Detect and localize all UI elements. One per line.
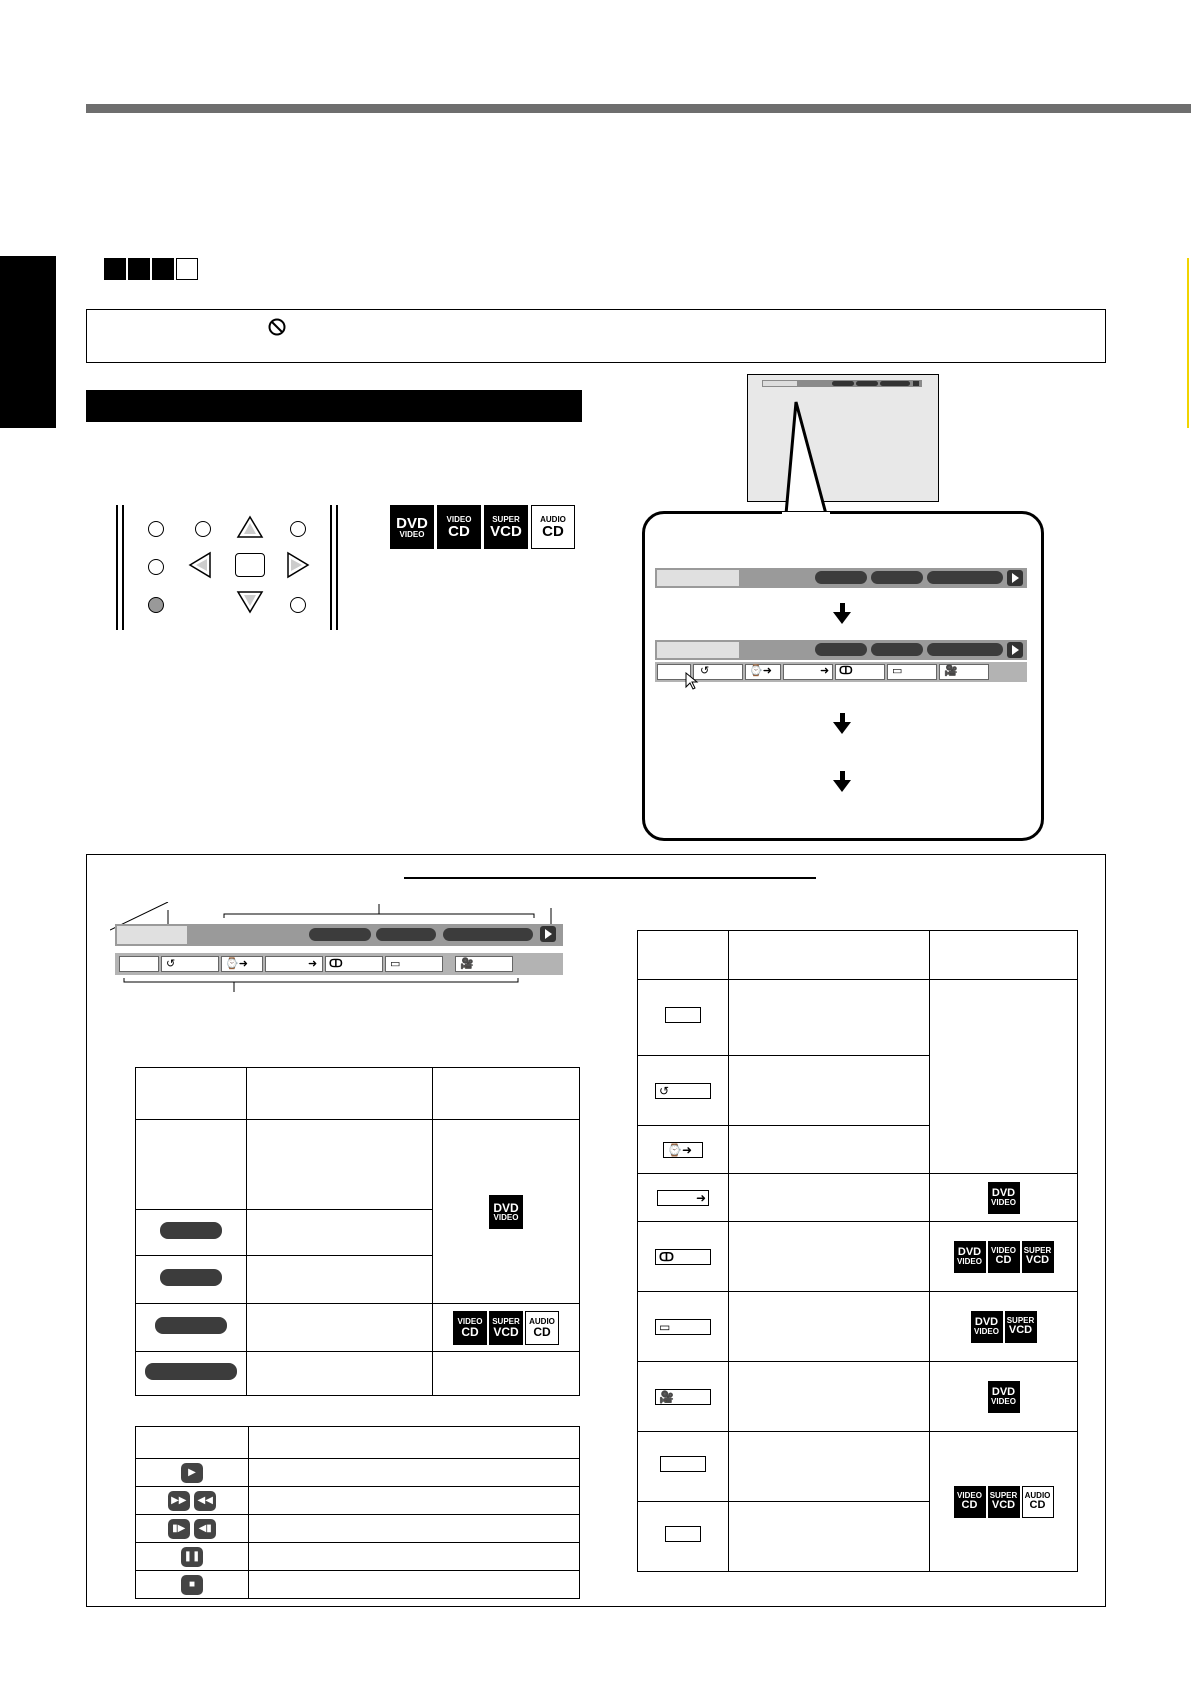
down-arrow [833, 771, 851, 792]
remote-button [148, 559, 164, 575]
audio-cd-logo: AUDIO CD [1022, 1486, 1054, 1518]
video-cd-logo: VIDEO CD [437, 505, 481, 549]
angle-icon: 🎥 [655, 1389, 711, 1405]
dvd-video-logo: DVD VIDEO [489, 1195, 523, 1229]
function-bar-table [637, 930, 1078, 1572]
play-icon [1007, 570, 1023, 586]
dvd-video-logo: DVD VIDEO [988, 1182, 1020, 1214]
super-vcd-logo: SUPER VCD [988, 1486, 1020, 1518]
super-vcd-logo: SUPER VCD [1005, 1311, 1037, 1343]
down-arrow [833, 713, 851, 734]
audio-icon: ↀ [835, 664, 885, 680]
cursor-right-icon [286, 551, 310, 579]
track-field-pill [155, 1317, 227, 1334]
audio-cd-logo: AUDIO CD [525, 1311, 559, 1345]
dvd-video-logo: DVD VIDEO [390, 505, 434, 549]
blank-field-icon [665, 1007, 701, 1023]
stop-icon: ■ [181, 1575, 203, 1595]
chapter-field-pill [160, 1269, 222, 1286]
onscreen-button [148, 597, 164, 613]
remote-button [290, 597, 306, 613]
chapter-search-icon: ➜ [657, 1190, 709, 1206]
remote-button [148, 521, 164, 537]
dvd-video-logo: DVD VIDEO [988, 1381, 1020, 1413]
progress-square [104, 258, 126, 280]
cursor-pointer-icon [684, 672, 700, 690]
notice-box [86, 309, 1106, 363]
repeat-icon: ↺ [655, 1083, 711, 1099]
function-bar-diagram: ↺ ⌚➜ ➜ ↀ ▭ 🎥 [115, 953, 563, 975]
fast-forward-icon: ▶▶ [168, 1491, 190, 1511]
progress-square [128, 258, 150, 280]
remote-button [290, 521, 306, 537]
progress-square [176, 258, 198, 280]
cursor-down-icon [236, 590, 264, 614]
section-tab [0, 256, 56, 428]
repeat-icon: ↺ [693, 664, 743, 680]
dvd-video-logo: DVD VIDEO [971, 1311, 1003, 1343]
pause-icon: ❚❚ [181, 1547, 203, 1567]
edge-mark [1187, 258, 1189, 428]
title-field-pill [160, 1222, 222, 1239]
super-vcd-logo: SUPER VCD [484, 505, 528, 549]
status-bar-table [135, 1067, 580, 1396]
audio-cd-logo: AUDIO CD [531, 505, 575, 549]
video-cd-logo: VIDEO CD [988, 1241, 1020, 1273]
cursor-up-icon [236, 515, 264, 539]
time-field-pill [145, 1363, 237, 1380]
function-bar-step2 [655, 662, 1027, 682]
play-icon [540, 926, 556, 942]
onscreen-bar-step2 [655, 640, 1027, 660]
chapter-search-icon: ➜ [783, 664, 833, 680]
dvd-video-logo: DVD VIDEO [954, 1241, 986, 1273]
prohibited-icon [267, 317, 287, 337]
blank-field-icon [665, 1526, 701, 1542]
play-icon [1007, 642, 1023, 658]
onscreen-bar-step1 [655, 568, 1027, 588]
disc-type-logos [390, 505, 575, 549]
blank-field-icon [660, 1456, 706, 1472]
angle-icon: 🎥 [939, 664, 989, 680]
time-search-icon: ⌚➜ [663, 1142, 703, 1158]
play-icon: ▶ [181, 1463, 203, 1483]
time-search-icon: ⌚➜ [745, 664, 781, 680]
audio-icon: ↀ [655, 1249, 711, 1265]
down-arrow [833, 603, 851, 624]
video-cd-logo: VIDEO CD [954, 1486, 986, 1518]
progress-square [152, 258, 174, 280]
top-rule [86, 104, 1191, 113]
fast-reverse-icon: ◀◀ [194, 1491, 216, 1511]
cursor-left-icon [188, 551, 212, 579]
enter-button [235, 553, 265, 577]
remote-button [195, 521, 211, 537]
section-heading-bar [86, 390, 582, 422]
playback-status-table [135, 1426, 580, 1599]
subtitle-icon: ▭ [655, 1319, 711, 1335]
super-vcd-logo: SUPER VCD [489, 1311, 523, 1345]
super-vcd-logo: SUPER VCD [1022, 1241, 1054, 1273]
onscreen-bar-diagram [115, 924, 563, 946]
video-cd-logo: VIDEO CD [453, 1311, 487, 1345]
box-title-underline [404, 877, 816, 879]
subtitle-icon: ▭ [887, 664, 937, 680]
slow-reverse-icon: ◀▮ [194, 1519, 216, 1539]
callout-pointer [770, 400, 830, 516]
slow-forward-icon: ▮▶ [168, 1519, 190, 1539]
